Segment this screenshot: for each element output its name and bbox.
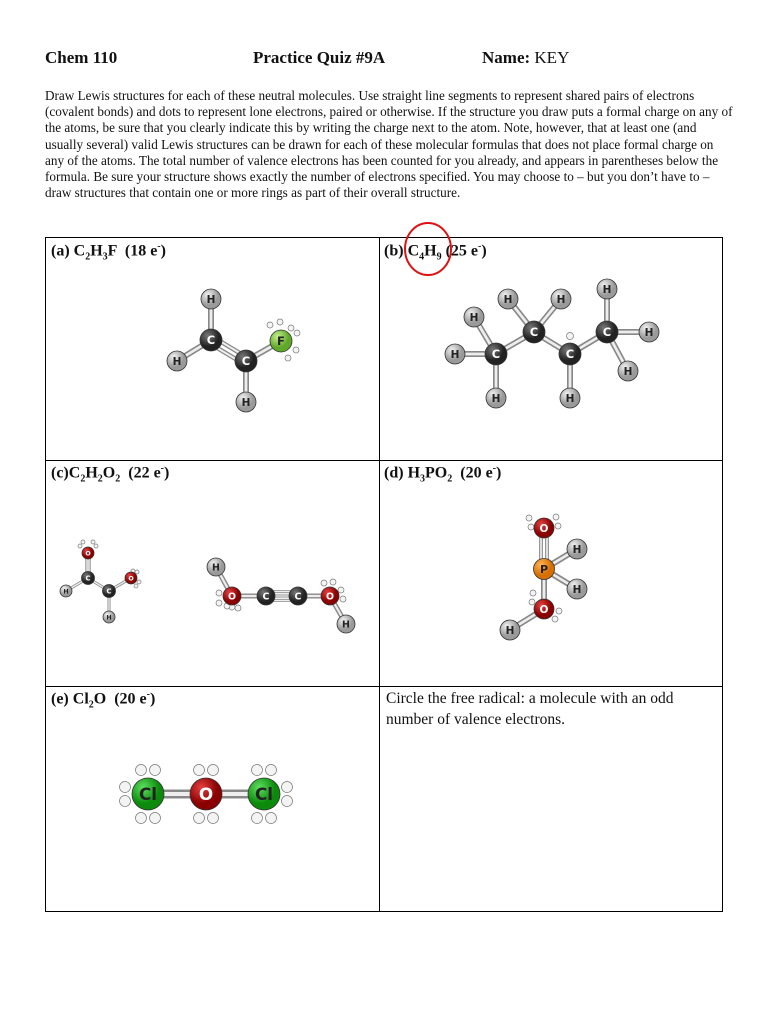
b-h1-atom-label: H — [450, 348, 460, 361]
a-f-atom-label: F — [277, 334, 285, 349]
quiz-title: Practice Quiz #9A — [253, 48, 386, 67]
b-h9-atom-label: H — [623, 365, 633, 378]
c2-o1-atom-label: O — [227, 591, 237, 603]
e-lone-lone-pair — [150, 813, 161, 824]
a-fluorine-lone-pair — [285, 355, 291, 361]
c2-oxygen-lone-pair — [340, 596, 346, 602]
d-oxygen-lone-pair — [552, 616, 558, 622]
c2-h1-atom-label: H — [212, 562, 220, 574]
c1-h1-atom-label: H — [63, 588, 69, 596]
b-h7-atom-label: H — [602, 283, 612, 296]
b-c1-atom-label: C — [491, 347, 501, 362]
c1-o1-atom-label: O — [85, 550, 91, 558]
d-h2-atom-label: H — [572, 583, 582, 596]
a-fluorine-lone-pair — [288, 325, 294, 331]
c2-oxygen-lone-pair — [216, 600, 222, 606]
a-fluorine-lone-pair — [294, 330, 300, 336]
e-lone-lone-pair — [194, 765, 205, 776]
problem-d-label: (d) $H_3PO_2$ (20 e-) — [384, 463, 502, 485]
e-lone-lone-pair — [266, 765, 277, 776]
c1-o2-atom-label: O — [128, 575, 134, 583]
name-field: Name: KEY — [482, 48, 570, 67]
name-value: KEY — [534, 48, 570, 67]
e-lone-lone-pair — [136, 813, 147, 824]
c2-oxygen-lone-pair — [321, 580, 327, 586]
d-p-atom-label: P — [539, 562, 549, 576]
b-h8-atom-label: H — [644, 326, 654, 339]
c1-h2-atom-label: H — [106, 614, 112, 622]
a-h1-atom-label: H — [206, 293, 216, 306]
e-lone-lone-pair — [252, 765, 263, 776]
d-h3-atom-label: H — [505, 624, 515, 637]
a-fluorine-lone-pair — [267, 322, 273, 328]
c1-oxygen-lone-pair — [81, 540, 85, 544]
d-oxygen-lone-pair — [530, 590, 536, 596]
d-oxygen-lone-pair — [529, 599, 535, 605]
c1-oxygen-lone-pair — [78, 544, 82, 548]
d-o1-atom-label: O — [539, 522, 549, 535]
instructions: Draw Lewis structures for each of these neutral molecules. Use straight line segments to represent shared pairs of electrons (covalent bonds) and dots to represent lone electrons, paired or otherwise. If the structure you draw puts a formal charge on any of the atoms, be sure that you clearly indicate this by writing the charge next to the atom. Note, however, that at least one (and usually several) valid Lewis structures can be drawn for each of these molecular formulas that does not place formal charge on any of the atoms. The total number of valence electrons has been counted for you already, and appears in parentheses below the formula. Be sure your structure shows exactly the number of electrons specified. You may choose to – but you don’t have to – draw structures that contain one or more rings as part of their overall structure. — [45, 88, 733, 201]
a-c1-atom-label: C — [206, 333, 216, 348]
c2-oxygen-lone-pair — [338, 587, 344, 593]
c1-c2-atom-label: C — [106, 587, 112, 596]
e-lone-lone-pair — [120, 782, 131, 793]
c1-oxygen-lone-pair — [91, 540, 95, 544]
d-h1-atom-label: H — [572, 543, 582, 556]
e-lone-lone-pair — [252, 813, 263, 824]
e-lone-lone-pair — [150, 765, 161, 776]
c1-oxygen-lone-pair — [94, 544, 98, 548]
b-h3-atom-label: H — [491, 392, 501, 405]
c2-c2-atom-label: C — [294, 591, 302, 603]
problem-c-label: $(c)C_2H_2O_2$ (22 e-) — [51, 463, 170, 485]
a-fluorine-lone-pair — [293, 347, 299, 353]
problem-a-label: (a) $C_2H_3F$ (18 e-) — [51, 241, 166, 263]
c2-oxygen-lone-pair — [330, 579, 336, 585]
c1-oxygen-lone-pair — [134, 584, 138, 588]
d-oxygen-lone-pair — [555, 523, 561, 529]
problem-b-label: (b) $C_4H_9$ (25 e-) — [384, 241, 487, 263]
c2-h2-atom-label: H — [342, 619, 350, 631]
d-oxygen-lone-pair — [526, 515, 532, 521]
b-h2-atom-label: H — [469, 311, 479, 324]
e-lone-lone-pair — [208, 813, 219, 824]
c2-o2-atom-label: O — [325, 591, 335, 603]
course-title: Chem 110 — [45, 48, 118, 67]
b-radical-lone-pair — [567, 333, 574, 340]
c1-c1-atom-label: C — [85, 574, 91, 583]
problem-e-label: (e) $Cl_2O$ (20 e-) — [51, 689, 156, 711]
e-lone-lone-pair — [194, 813, 205, 824]
e-lone-lone-pair — [208, 765, 219, 776]
e-lone-lone-pair — [136, 765, 147, 776]
e-o-atom-label: O — [198, 784, 214, 805]
b-h5-atom-label: H — [556, 293, 566, 306]
d-oxygen-lone-pair — [553, 514, 559, 520]
e-lone-lone-pair — [120, 796, 131, 807]
c1-oxygen-lone-pair — [135, 570, 139, 574]
e-lone-lone-pair — [282, 782, 293, 793]
e-cl2-atom-label: Cl — [254, 784, 274, 805]
free-radical-note: Circle the free radical: a molecule with an odd number of valence electrons. — [386, 690, 674, 728]
b-c2-atom-label: C — [529, 325, 539, 340]
b-c4-atom-label: C — [602, 325, 612, 340]
a-h3-atom-label: H — [241, 396, 251, 409]
d-oxygen-lone-pair — [556, 608, 562, 614]
b-h4-atom-label: H — [503, 293, 513, 306]
c2-c1-atom-label: C — [262, 591, 270, 603]
c2-oxygen-lone-pair — [235, 605, 241, 611]
b-c3-atom-label: C — [565, 347, 575, 362]
b-h6-atom-label: H — [565, 392, 575, 405]
d-o2-atom-label: O — [539, 603, 549, 616]
a-c2-atom-label: C — [241, 354, 251, 369]
e-lone-lone-pair — [266, 813, 277, 824]
e-cl1-atom-label: Cl — [138, 784, 158, 805]
e-lone-lone-pair — [282, 796, 293, 807]
a-fluorine-lone-pair — [277, 319, 283, 325]
c2-oxygen-lone-pair — [216, 590, 222, 596]
d-oxygen-lone-pair — [528, 524, 534, 530]
c1-oxygen-lone-pair — [137, 580, 141, 584]
a-h2-atom-label: H — [172, 355, 182, 368]
